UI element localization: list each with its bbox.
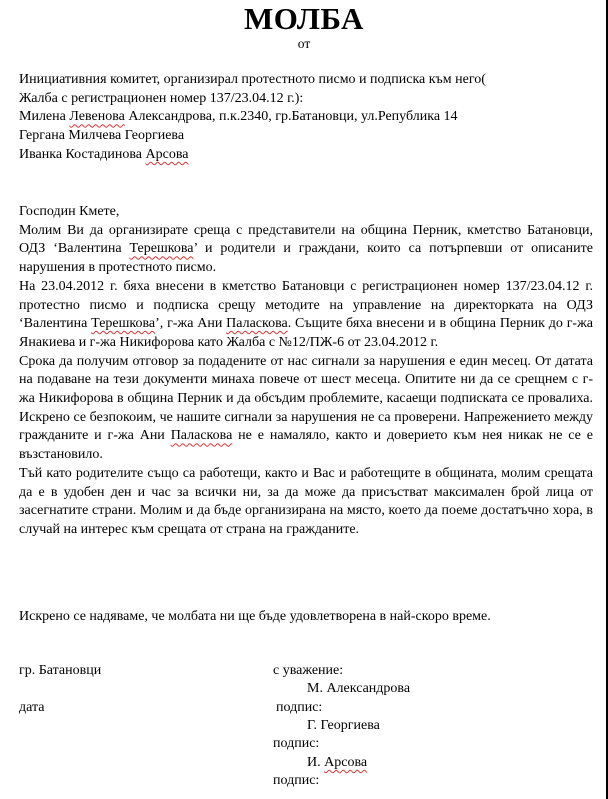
- date-label: дата: [19, 700, 45, 715]
- regards-label: с уважение:: [273, 663, 344, 678]
- document-subtitle: от: [297, 36, 311, 51]
- closing-sentence: Искрено се надяваме, че молбата ни ще бъде удовлетворена в най-скоро време.: [19, 609, 491, 624]
- sender-line-3: Милена Левенова Александрова, п.к.2340, гр.Батановци, ул.Република 14: [19, 109, 458, 125]
- spellcheck-marked-word: Терешкова: [91, 316, 156, 332]
- salutation: Господин Кмете,: [19, 204, 120, 219]
- sender-line-1: Инициативния комитет, организирал протестното писмо и подписка към него(: [19, 72, 486, 87]
- paragraph-3: Срока да получим отговор за подадените от нас сигнали за нарушения е един месец. От датата на подаване на тези документи минаха повече от шест месеца. Опитите ни да се срещнем с г-жа Никифорова в община Перник и да обсъдим проблемите, касаещи подписката се провалиха. Искрено се безпокоим, че нашите сигнали за нарушения не са проверени. Напрежението между гражданите и г-жа Ани Паласкова не е намаляло, както и доверието към нея никак не се е възстановило.: [19, 353, 593, 463]
- signature-label-3: подпис:: [273, 773, 320, 788]
- document-title: МОЛБА: [244, 1, 364, 36]
- paragraph-4: Тъй като родителите също са работещи, както и Вас и работещите в общината, молим срещата да е в удобен ден и час за всички ни, за да може да присъстват максимален брой лица от засегнатите страни. Молим и да бъде организирана на място, което да поеме достатъчно хора, в случай на интерес към срещата от страна на гражданите.: [19, 465, 593, 537]
- letter-body: [19, 203, 593, 540]
- spellcheck-marked-word: Терешкова: [129, 241, 194, 257]
- signature-name-2: Г. Георгиева: [307, 718, 380, 733]
- signature-label-2: подпис:: [273, 736, 320, 751]
- spellcheck-marked-word: Арсова: [324, 755, 368, 770]
- paragraph-2: На 23.04.2012 г. бяха внесени в кметство Батановци с регистрационен номер 137/23.04.12 г. протестно писмо и подписка срещу методите на управление на директорката на ОДЗ ‘Валентина Терешкова’, г-жа Ани Паласкова. Същите бяха внесени и в община Перник до г-жа Янакиева и г-жа Никифорова като Жалба с №12/ПЖ-6 от 23.04.2012 г.: [19, 278, 593, 350]
- spellcheck-marked-word: Левенова: [69, 109, 125, 125]
- sender-line-4: Гергана Милчева Георгиева: [19, 128, 185, 144]
- spellcheck-marked-word: Паласкова: [226, 316, 288, 332]
- sender-line-5: Иванка Костадинова Арсова: [19, 146, 189, 162]
- spellcheck-marked-word: Паласкова: [170, 428, 233, 444]
- senders-block: [19, 71, 593, 165]
- signature-label-1: подпис:: [276, 700, 323, 715]
- spellcheck-marked-word: Арсова: [145, 146, 189, 162]
- signature-name-3: И. Арсова: [307, 755, 368, 770]
- place: гр. Батановци: [19, 663, 102, 678]
- sender-line-2: Жалба с регистрационен номер 137/23.04.12 г.):: [19, 90, 304, 106]
- signature-name-1: М. Александрова: [307, 681, 411, 696]
- paragraph-1: Молим Ви да организирате среща с представители на община Перник, кметство Батановци, ОДЗ ‘Валентина Терешкова’ и родители и граждани, които са потърпевши от описаните нарушения в протестното писмо.: [19, 222, 593, 276]
